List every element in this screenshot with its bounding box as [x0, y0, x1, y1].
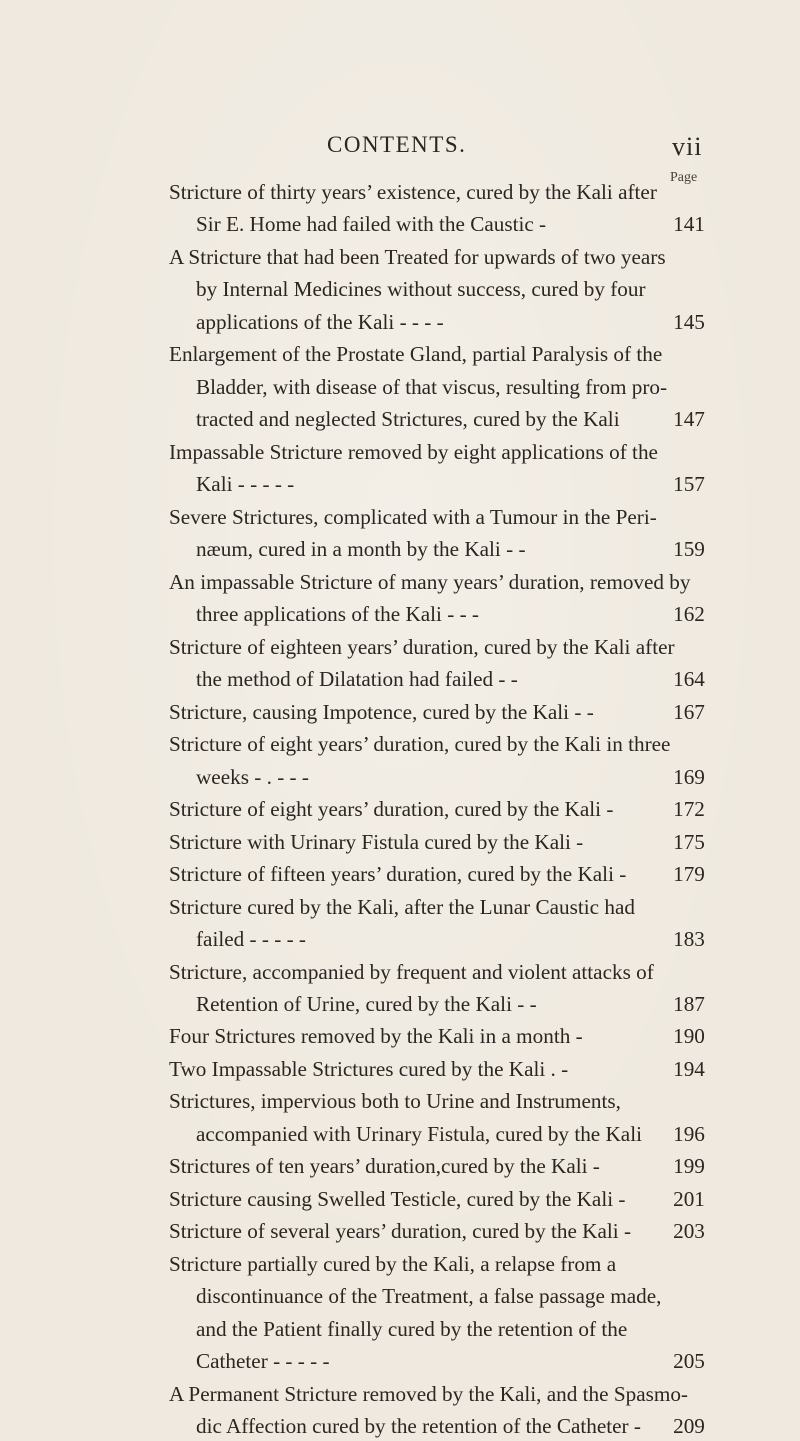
toc-page-number: 169	[673, 764, 705, 789]
toc-page-number: 179	[673, 862, 705, 887]
toc-line	[0, 924, 800, 954]
toc-line	[0, 372, 800, 402]
toc-line	[0, 1216, 800, 1246]
toc-page-number: 175	[673, 829, 705, 854]
toc-page-number: 159	[673, 537, 705, 562]
toc-entry-text: by Internal Medicines without success, cured by four	[196, 277, 646, 302]
toc-entry-text: Stricture of eight years’ duration, cured by the Kali -	[169, 797, 614, 822]
toc-page-number: 164	[673, 667, 705, 692]
toc-page-number: 201	[673, 1186, 705, 1211]
toc-entry-text: Stricture, accompanied by frequent and violent attacks of	[169, 959, 654, 984]
toc-line	[0, 1184, 800, 1214]
toc-entry-text: Stricture of eighteen years’ duration, cured by the Kali after	[169, 634, 675, 659]
toc-line	[0, 1314, 800, 1344]
toc-line	[0, 729, 800, 759]
toc-page-number: 172	[673, 797, 705, 822]
toc-page-number: 194	[673, 1056, 705, 1081]
toc-page-number: 145	[673, 309, 705, 334]
toc-line	[0, 599, 800, 629]
toc-line	[0, 209, 800, 239]
toc-entry-text: Sir E. Home had failed with the Caustic -	[196, 212, 547, 237]
toc-entry-text: næum, cured in a month by the Kali - -	[196, 537, 526, 562]
toc-page-number: 141	[673, 212, 705, 237]
toc-entry-text: and the Patient finally cured by the retention of the	[196, 1316, 628, 1341]
toc-line	[0, 1086, 800, 1116]
toc-line	[0, 567, 800, 597]
toc-line	[0, 989, 800, 1019]
toc-page-number: 196	[673, 1121, 705, 1146]
toc-line	[0, 1346, 800, 1376]
toc-entry-text: Bladder, with disease of that viscus, resulting from pro-	[196, 374, 668, 399]
toc-entry-text: Stricture of several years’ duration, cured by the Kali -	[169, 1219, 632, 1244]
toc-page-number: 209	[673, 1414, 705, 1439]
toc-entry-text: Two Impassable Strictures cured by the Kali . -	[169, 1056, 569, 1081]
toc-page-number: 183	[673, 927, 705, 952]
toc-entry-text: accompanied with Urinary Fistula, cured by the Kali	[196, 1121, 642, 1146]
toc-entry-text: Kali - - - - -	[196, 472, 295, 497]
page-header	[0, 132, 800, 162]
running-title: CONTENTS.	[327, 132, 467, 157]
toc-line	[0, 1119, 800, 1149]
toc-entry-text: Stricture of eight years’ duration, cured by the Kali in three	[169, 732, 671, 757]
toc-line	[0, 794, 800, 824]
toc-entry-text: Stricture of thirty years’ existence, cured by the Kali after	[169, 180, 657, 204]
toc-entry-text: tracted and neglected Strictures, cured by the Kali	[196, 407, 620, 432]
toc-line	[0, 892, 800, 922]
toc-line	[0, 664, 800, 694]
toc-entry-text: Stricture of fifteen years’ duration, cured by the Kali -	[169, 862, 627, 887]
toc-entry-text: Enlargement of the Prostate Gland, partial Paralysis of the	[169, 342, 663, 367]
toc-entry-text: Stricture, causing Impotence, cured by the Kali - -	[169, 699, 594, 724]
toc-line	[0, 1379, 800, 1409]
toc-page-number: 199	[673, 1154, 705, 1179]
toc-entry-text: three applications of the Kali - - -	[196, 602, 479, 627]
toc-page-number: 205	[673, 1349, 705, 1374]
toc-page-number: 157	[673, 472, 705, 497]
toc-entry-text: Severe Strictures, complicated with a Tumour in the Peri-	[169, 504, 657, 529]
toc-entry-text: Strictures, impervious both to Urine and Instruments,	[169, 1089, 621, 1114]
toc-line	[0, 437, 800, 467]
toc-entry-text: Four Strictures removed by the Kali in a month -	[169, 1024, 583, 1049]
toc-entry-text: Stricture partially cured by the Kali, a relapse from a	[169, 1251, 617, 1276]
toc-line	[0, 1411, 800, 1441]
toc-line	[0, 1054, 800, 1084]
toc-line	[0, 827, 800, 857]
toc-line	[0, 274, 800, 304]
folio-page-number: vii	[672, 132, 703, 161]
toc-page-number: 190	[673, 1024, 705, 1049]
toc-line	[0, 404, 800, 434]
toc-line	[0, 339, 800, 369]
toc-entry-text: discontinuance of the Treatment, a false passage made,	[196, 1284, 662, 1309]
toc-entry-text: An impassable Stricture of many years’ duration, removed by	[169, 569, 691, 594]
toc-line	[0, 859, 800, 889]
toc-line	[0, 632, 800, 662]
toc-entry-text: dic Affection cured by the retention of the Catheter -	[196, 1414, 641, 1439]
toc-entry-text: Stricture with Urinary Fistula cured by the Kali -	[169, 829, 584, 854]
toc-entry-text: the method of Dilatation had failed - -	[196, 667, 518, 692]
toc-entry-text: Strictures of ten years’ duration,cured by the Kali -	[169, 1154, 600, 1179]
toc-line	[0, 534, 800, 564]
toc-entry-text: Retention of Urine, cured by the Kali - -	[196, 992, 537, 1016]
toc-page-number: 167	[673, 699, 705, 724]
toc-entry-text: Catheter - - - - -	[196, 1349, 330, 1374]
toc-entry-text: Impassable Stricture removed by eight applications of the	[169, 439, 658, 464]
toc-page-number: 203	[673, 1219, 705, 1244]
toc-entry-text: Stricture causing Swelled Testicle, cured by the Kali -	[169, 1186, 626, 1211]
toc-line	[0, 502, 800, 532]
toc-line	[0, 1281, 800, 1311]
toc-line	[0, 242, 800, 272]
page-column-label: Page	[670, 170, 698, 185]
toc-line	[0, 762, 800, 792]
toc-entry-text: weeks - . - - -	[196, 764, 309, 789]
toc-page-number: 162	[673, 602, 705, 627]
toc-line	[0, 1151, 800, 1181]
toc-entry-text: A Permanent Stricture removed by the Kali, and the Spasmo-	[169, 1381, 688, 1406]
toc-page-number: 187	[673, 992, 705, 1016]
toc-page-number: 147	[673, 407, 705, 432]
toc-entry-text: A Stricture that had been Treated for upwards of two years	[169, 244, 666, 269]
toc-line	[0, 307, 800, 337]
toc-line	[0, 1021, 800, 1051]
toc-entry-text: applications of the Kali - - - -	[196, 309, 444, 334]
toc-line	[0, 1249, 800, 1279]
toc-line	[0, 469, 800, 499]
toc-line	[0, 177, 800, 207]
toc-line	[0, 697, 800, 727]
toc-entry-text: Stricture cured by the Kali, after the Lunar Caustic had	[169, 894, 635, 919]
toc-entry-text: failed - - - - -	[196, 927, 306, 952]
toc-line	[0, 957, 800, 987]
